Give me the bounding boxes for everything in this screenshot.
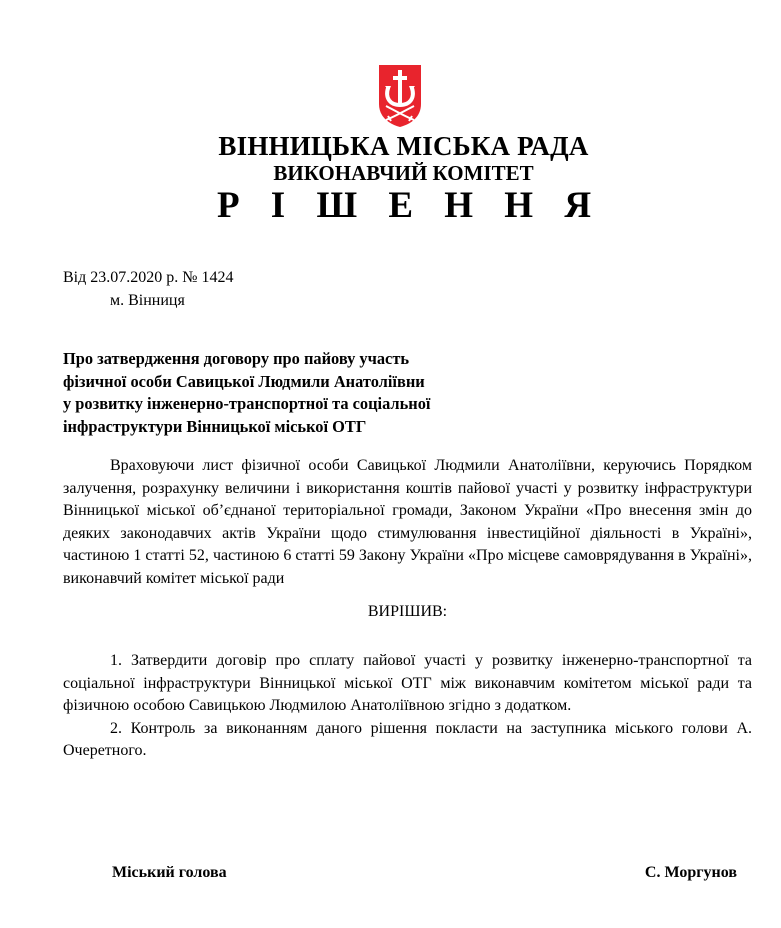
subject-line: фізичної особи Савицької Людмили Анатоліївни [63, 371, 425, 391]
council-name: ВІННИЦЬКА МІСЬКА РАДА [218, 131, 589, 161]
decision-date-number: Від 23.07.2020 р. № 1424 [63, 269, 234, 286]
signatory-name: С. Моргунов [644, 864, 737, 881]
subject-line: Про затвердження договору про пайову участь [63, 349, 410, 368]
resolved-heading: ВИРІШИВ: [367, 603, 448, 620]
committee-name: ВИКОНАВЧИЙ КОМІТЕТ [273, 161, 534, 185]
resolution-items [63, 650, 752, 763]
decision-subject [63, 348, 513, 438]
resolution-item: 2. Контроль за виконанням даного рішення покласти на заступника міського голови А. Очеретного. [63, 719, 752, 759]
subject-line: у розвитку інженерно-транспортної та соціальної [63, 394, 431, 413]
resolution-item: 1. Затвердити договір про сплату пайової участі у розвитку інженерно-транспортної та соціальної інфраструктури Вінницької міської ОТГ між виконавчим комітетом міської ради та фізичною особою Савицькою Людмилою Анатоліївною згідно з додатком. [63, 652, 752, 714]
decision-place: м. Вінниця [110, 292, 185, 309]
coat-of-arms-icon [378, 64, 422, 128]
document-type-title: Р І Ш Е Н Н Я [216, 185, 603, 226]
signatory-title: Міський голова [112, 864, 227, 881]
subject-line: інфраструктури Вінницької міської ОТГ [63, 416, 367, 436]
preamble-paragraph: Враховуючи лист фізичної особи Савицької Людмили Анатоліївни, керуючись Порядком залучення, розрахунку величини і використання коштів пайової участі у розвитку інфраструктури Вінницької міської об’єднаної територіальної громади, Законом України «Про внесення змін до деяких законодавчих актів України щодо стимулювання інвестиційної діяльності в Україні», частиною 1 статті 52, частиною 6 статті 59 Закону України «Про місцеве самоврядування в Україні», виконавчий комітет міської ради [63, 457, 752, 587]
